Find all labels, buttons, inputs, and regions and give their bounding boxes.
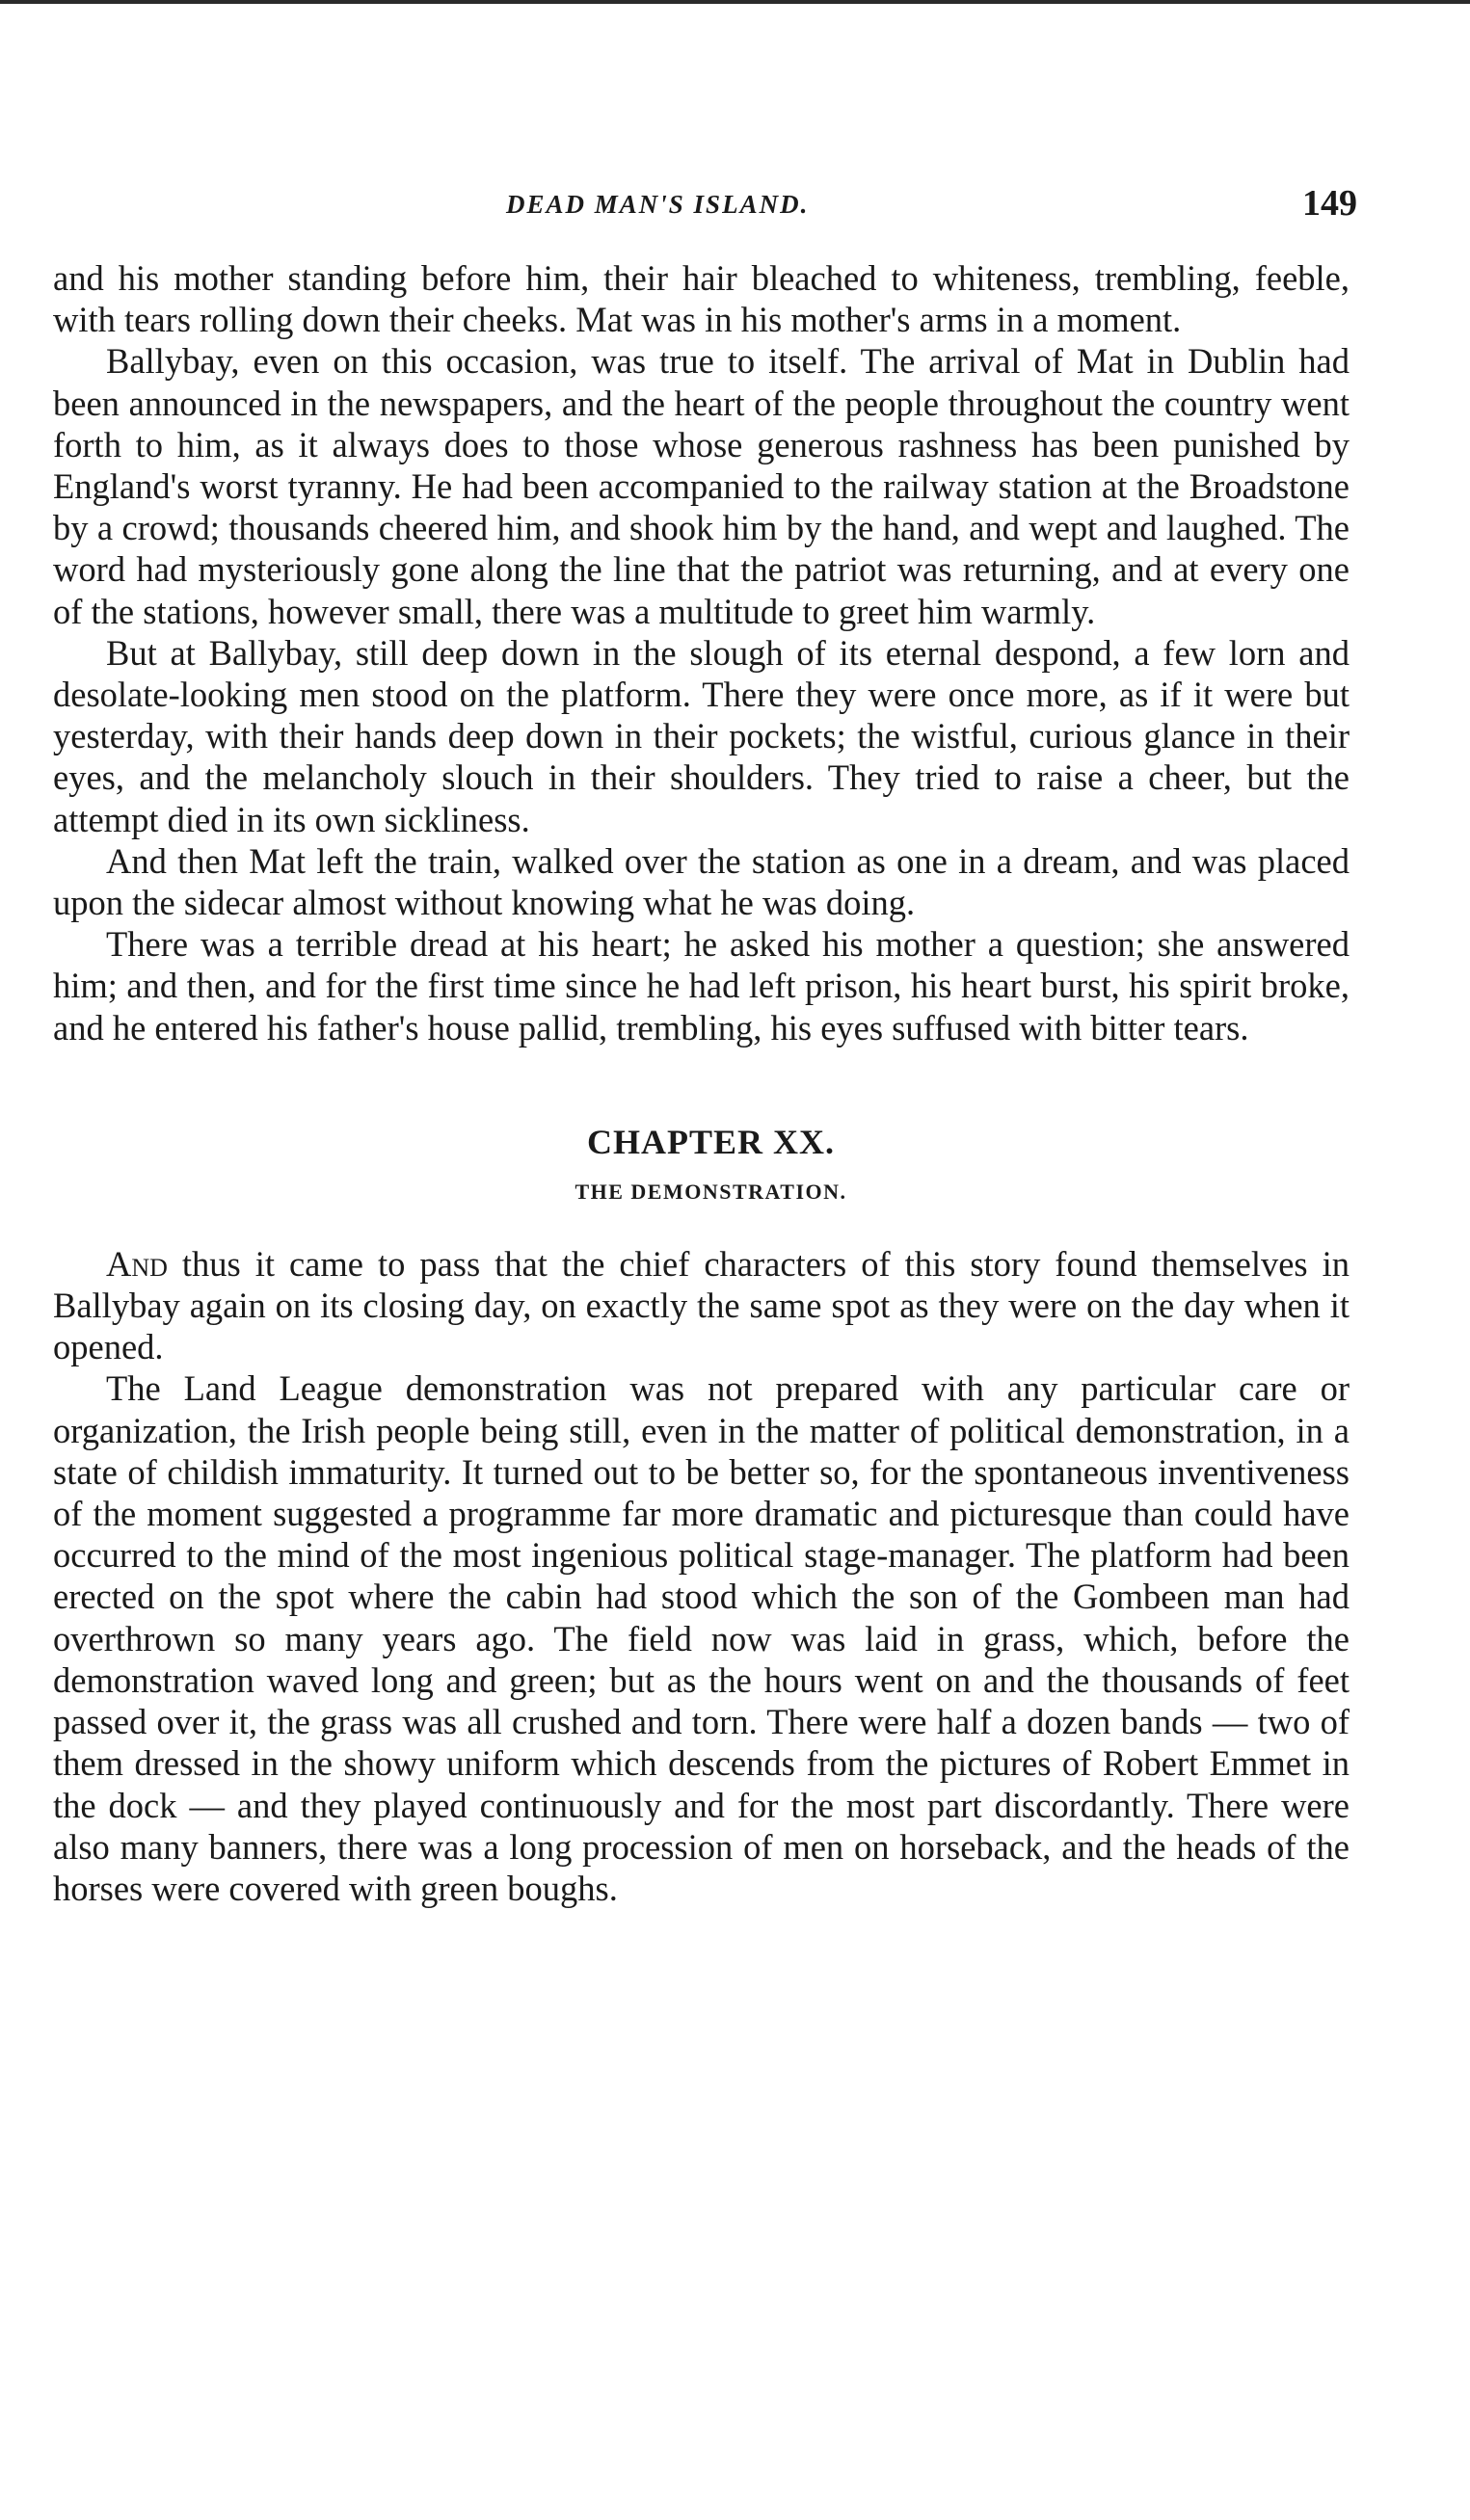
running-head — [53, 178, 1357, 236]
paragraph: Ballybay, even on this occasion, was true to itself. The arrival of Mat in Dublin had been announced in the newspapers, and the heart of the people throughout the country went forth to him, as it always does to those whose generous rashness has been punished by England's worst tyranny. He had been accompanied to the railway station at the Broadstone by a crowd; thousands cheered him, and shook him by the hand, and wept and laughed. The word had mysteriously gone along the line that the patriot was returning, and at every one of the stations, however small, there was a multitude to greet him warmly. — [53, 341, 1350, 631]
paragraph: But at Ballybay, still deep down in the slough of its eternal despond, a few lorn and desolate-looking men stood on the platform. There they were once more, as if it were but yesterday, with their hands deep down in their pockets; the wistful, curious glance in their eyes, and the melancholy slouch in their shoulders. They tried to raise a cheer, but the attempt died in its own sickliness. — [53, 632, 1350, 839]
paragraph: And then Mat left the train, walked over the station as one in a dream, and was placed upon the sidecar almost without knowing what he was doing. — [53, 840, 1350, 923]
book-page — [53, 178, 1357, 1909]
top-page-edge — [0, 0, 1470, 4]
chapter-opening-paragraph — [53, 1243, 1350, 1368]
opening-word: And — [106, 1243, 168, 1284]
paragraph: The Land League demonstration was not prepared with any particular care or organization, the Irish people being still, even in the matter of political demonstration, in a state of childish immaturity. It turned out to be better so, for the spontaneous inventiveness of the moment suggested a programme far more dramatic and picturesque than could have occurred to the mind of the most ingenious political stage-manager. The platform had been erected on the spot where the cabin had stood which the son of the Gombeen man had overthrown so many years ago. The field now was laid in grass, which, before the demonstration waved long and green; but as the hours went on and the thousands of feet passed over it, the grass was all crushed and torn. There were half a dozen bands — two of them dressed in the showy uniform which descends from the pictures of Robert Emmet in the dock — and they played continuously and for the most part discordantly. There were also many banners, there was a long procession of men on horseback, and the heads of the horses were covered with green boughs. — [53, 1368, 1350, 1908]
chapter-subtitle: THE DEMONSTRATION. — [575, 1179, 847, 1204]
opening-text: thus it came to pass that the chief characters of this story found themselves in Ballybay again on its closing day, on exactly the same spot as they were on the day when it opened. — [53, 1243, 1350, 1367]
paragraph: and his mother standing before him, their hair bleached to whiteness, trembling, feeble, with tears rolling down their cheeks. Mat was in his mother's arms in a moment. — [53, 258, 1350, 340]
page-number: 149 — [1302, 183, 1357, 224]
paragraph: There was a terrible dread at his heart; he asked his mother a question; she answered him; and then, and for the first time since he had left prison, his heart burst, his spirit broke, and he entered his father's house pallid, trembling, his eyes suffused with bitter tears. — [53, 924, 1350, 1048]
running-title: DEAD MAN'S ISLAND. — [506, 190, 810, 219]
chapter-title: CHAPTER XX. — [586, 1122, 835, 1161]
